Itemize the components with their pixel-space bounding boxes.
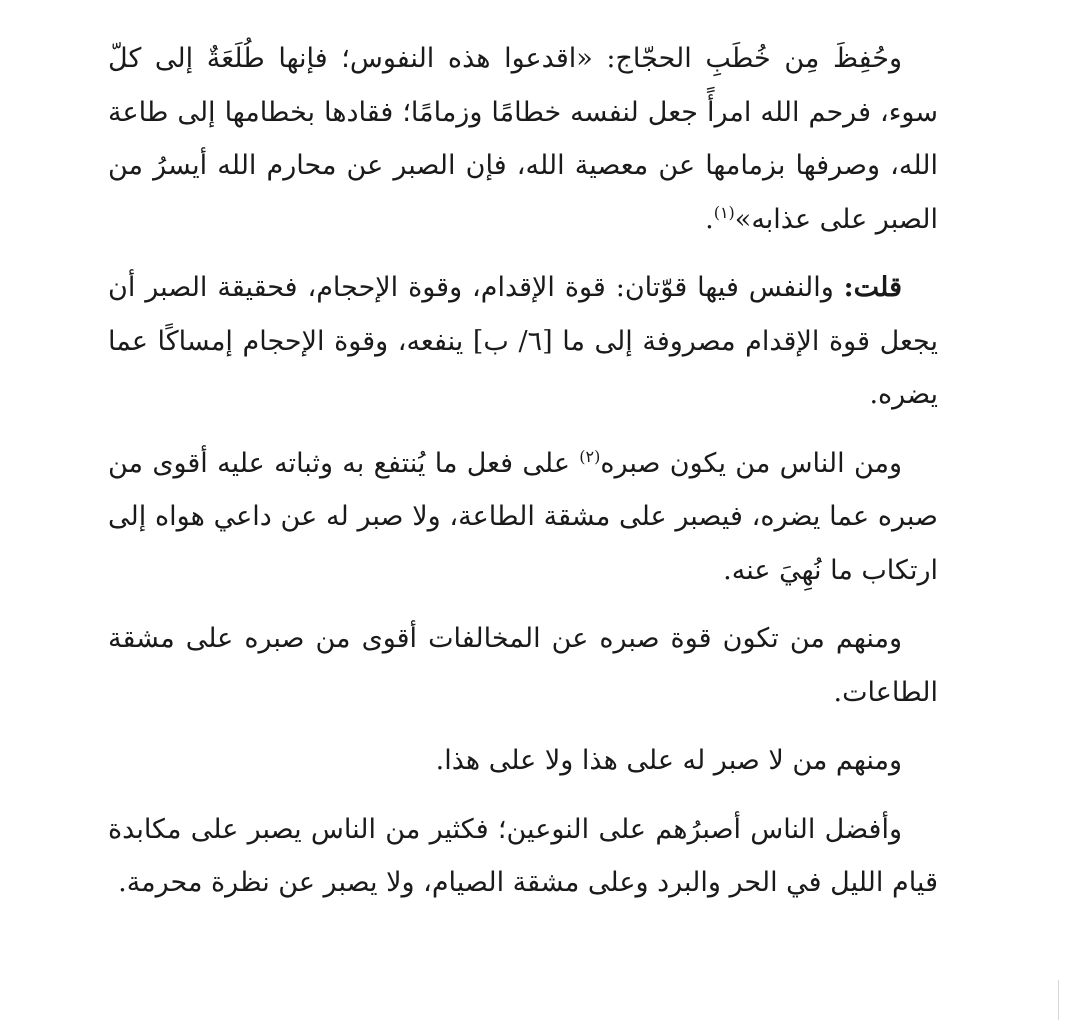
paragraph-3-text-a: ومن الناس من يكون صبره: [600, 447, 902, 479]
paragraph-3-text-b: على فعل ما يُنتفع به وثباته عليه أقوى من صبره عما يضره، فيصبر على مشقة الطاعة، ولا صبر له عن داعي هواه إلى ارتكاب ما نُهِيَ عنه.: [108, 447, 938, 586]
footnote-marker-1[interactable]: (١): [713, 202, 735, 222]
paragraph-2-text: والنفس فيها قوّتان: قوة الإقدام، وقوة الإحجام، فحقيقة الصبر أن يجعل قوة الإقدام مصروفة إلى ما [٦/ ب] ينفعه، وقوة الإحجام إمساكًا عما يضره.: [108, 272, 939, 410]
paragraph-people-type-3: [108, 734, 938, 788]
paragraph-4-text: ومنهم من تكون قوة صبره عن المخالفات أقوى من صبره على مشقة الطاعات.: [108, 623, 938, 708]
paragraph-hajjaj-sermon: [108, 32, 938, 246]
paragraph-2-lead: قلت:: [843, 272, 902, 303]
paragraph-6-text: وأفضل الناس أصبرُهم على النوعين؛ فكثير من الناس يصبر على مكابدة قيام الليل في الحر والبرد وعلى مشقة الصيام، ولا يصبر عن نظرة محرمة.: [108, 813, 938, 898]
paragraph-1-text: وحُفِظَ مِن خُطَبِ الحجّاج: «اقدعوا هذه النفوس؛ فإنها طُلَعَةٌ إلى كلّ سوء، فرحم الله امرأً جعل لنفسه خطامًا وزمامًا؛ فقادها بخطامها إلى طاعة الله، وصرفها بزمامها عن معصية الله، فإن الصبر عن محارم الله أيسرُ من الصبر على عذابه»: [108, 43, 938, 235]
paragraph-people-type-2: [108, 612, 938, 719]
paragraph-5-text: ومنهم من لا صبر له على هذا ولا على هذا.: [435, 745, 902, 776]
paragraph-two-powers: [108, 261, 938, 422]
page-edge-line: [1058, 980, 1059, 1020]
paragraph-people-type-1: [108, 437, 938, 598]
top-edge-mark: [950, 0, 980, 4]
paragraph-1-end: .: [705, 203, 714, 235]
footnote-marker-2[interactable]: (٢): [579, 446, 601, 466]
paragraph-best-people: [108, 803, 938, 910]
book-page-text: [108, 32, 938, 910]
